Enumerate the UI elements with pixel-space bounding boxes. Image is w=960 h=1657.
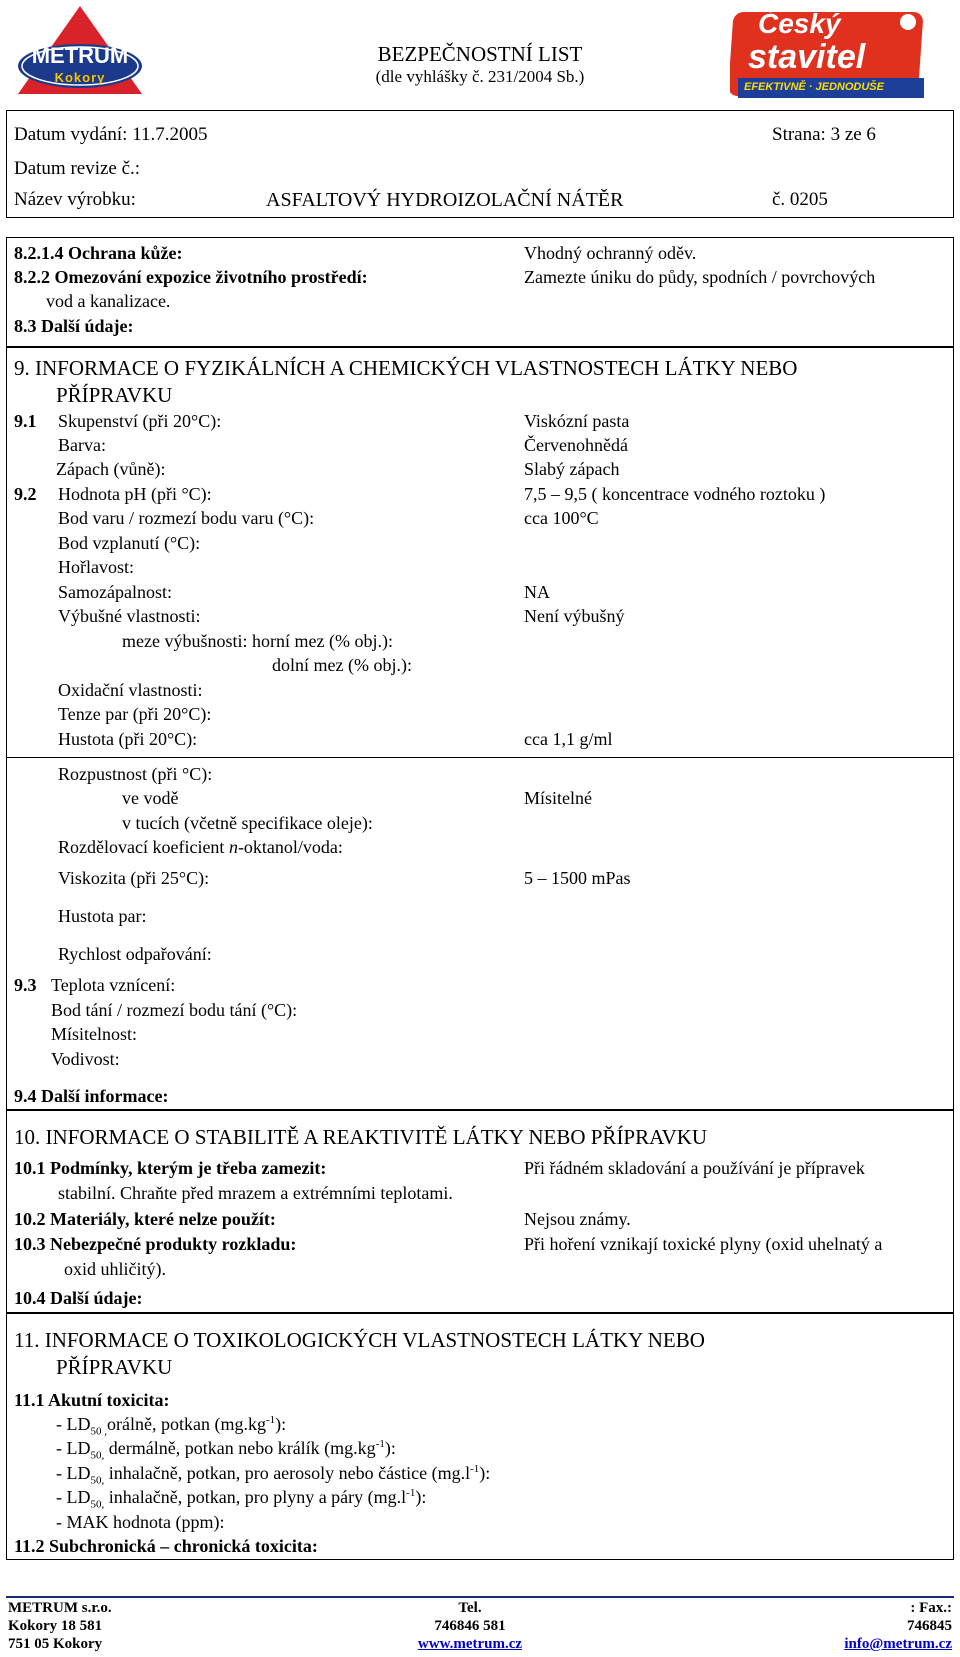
s8-env-label: 8.2.2 Omezování expozice životního prostředí: <box>14 267 368 287</box>
ld-text: inhalačně, potkan, pro aerosoly nebo částice (mg.l <box>104 1463 471 1483</box>
s11-chronic-label: 11.2 Subchronická – chronická toxicita: <box>14 1536 318 1556</box>
ld-sup: -1 <box>406 1487 416 1499</box>
ld-sub: 50 <box>90 1498 102 1511</box>
s9-vapdens-label: Hustota par: <box>58 906 147 926</box>
footer-street: Kokory 18 581 <box>8 1618 103 1634</box>
s9-state-label: Skupenství (při 20°C): <box>58 411 222 431</box>
ld-prefix: - LD <box>56 1414 91 1434</box>
s9-divider <box>6 757 954 758</box>
s8-env-cont: vod a kanalizace. <box>46 291 171 311</box>
s10-materials-label: 10.2 Materiály, které nelze použít: <box>14 1209 276 1229</box>
ld-sup: -1 <box>375 1438 385 1450</box>
ld-end: ): <box>415 1487 427 1507</box>
ld-sub: 50 <box>90 1449 102 1462</box>
s11-ld-inhal-aerosol <box>56 1463 490 1487</box>
s9-other-label: 9.4 Další informace: <box>14 1086 169 1106</box>
ld-sub: 50 <box>90 1425 102 1438</box>
ld-text: orálně, potkan (mg.kg <box>107 1414 266 1434</box>
revision-date: Datum revize č.: <box>14 158 141 179</box>
ld-sub-tail: , <box>101 1474 105 1487</box>
s9-misc-label: Mísitelnost: <box>51 1024 138 1044</box>
s9-color-value: Červenohnědá <box>524 435 628 455</box>
s10-conditions-cont: stabilní. Chraňte před mrazem a extrémními teplotami. <box>58 1183 453 1203</box>
s9-density-label: Hustota (při 20°C): <box>58 729 198 749</box>
footer-fax-label: : Fax.: <box>910 1600 952 1616</box>
s9-ph-value: 7,5 – 9,5 ( koncentrace vodného roztoku ) <box>524 484 826 504</box>
footer-web-link[interactable]: www.metrum.cz <box>417 1636 523 1652</box>
ld-sup: -1 <box>265 1414 276 1426</box>
s9-cond-label: Vodivost: <box>51 1049 120 1069</box>
s9-selfign-label: Samozápalnost: <box>58 582 172 602</box>
s9-fat-label: v tucích (včetně specifikace oleje): <box>122 813 373 833</box>
footer-tel-label: Tel. <box>458 1600 482 1616</box>
issue-date: Datum vydání: 11.7.2005 <box>14 124 208 145</box>
product-name: ASFALTOVÝ HYDROIZOLAČNÍ NÁTĚR <box>266 189 624 211</box>
metrum-logo-subtext: Kokory <box>54 70 106 85</box>
footer-email-link[interactable]: info@metrum.cz <box>844 1636 952 1652</box>
s10-conditions-value: Při řádném skladování a používání je přípravek <box>524 1158 865 1178</box>
logo-right-line2: stavitel <box>748 38 866 76</box>
s9-partition-a: Rozdělovací koeficient <box>58 837 229 857</box>
s9-explo-upper: meze výbušnosti: horní mez (% obj.): <box>122 631 393 651</box>
s9-flash-label: Bod vzplanutí (°C): <box>58 533 201 553</box>
s9-state-value: Viskózní pasta <box>524 411 630 431</box>
product-label: Název výrobku: <box>14 189 136 210</box>
s10-materials-value: Nejsou známy. <box>524 1209 631 1229</box>
s11-ld-oral <box>56 1414 286 1438</box>
metrum-logo <box>14 4 146 96</box>
footer-city: 751 05 Kokory <box>8 1636 103 1652</box>
s9-explo-label: Výbušné vlastnosti: <box>58 606 201 626</box>
s9-number-92: 9.2 <box>14 484 37 504</box>
s9-number-93: 9.3 <box>14 975 37 995</box>
s8-skin-label: 8.2.1.4 Ochrana kůže: <box>14 243 183 263</box>
ld-prefix: - LD <box>56 1463 91 1483</box>
s9-melt-label: Bod tání / rozmezí bodu tání (°C): <box>51 1000 298 1020</box>
s9-title: 9. INFORMACE O FYZIKÁLNÍCH A CHEMICKÝCH VLASTNOSTECH LÁTKY NEBO <box>14 356 798 380</box>
s8-env-value: Zamezte úniku do půdy, spodních / povrchových <box>524 267 876 287</box>
product-number: č. 0205 <box>772 189 828 210</box>
footer-rule <box>6 1596 954 1598</box>
document-title: BEZPEČNOSTNÍ LIST <box>377 42 583 66</box>
s9-explo-lower: dolní mez (% obj.): <box>272 655 412 675</box>
s9-partition-b: -oktanol/voda: <box>237 837 343 857</box>
s9-color-label: Barva: <box>58 435 106 455</box>
s11-acute-label: 11.1 Akutní toxicita: <box>14 1390 170 1410</box>
s9-vapor-label: Tenze par (při 20°C): <box>58 704 212 724</box>
s11-mak: - MAK hodnota (ppm): <box>56 1512 225 1532</box>
cesky-stavitel-logo <box>730 6 932 102</box>
ld-text: dermálně, potkan nebo králík (mg.kg <box>104 1438 376 1458</box>
s9-title-cont: PŘÍPRAVKU <box>56 383 173 407</box>
ld-end: ): <box>384 1438 396 1458</box>
s9-odor-value: Slabý zápach <box>524 459 620 479</box>
s9-ignit-label: Teplota vznícení: <box>51 975 176 995</box>
page-number: Strana: 3 ze 6 <box>772 124 876 145</box>
s9-density-value: cca 1,1 g/ml <box>524 729 613 749</box>
s11-ld-dermal <box>56 1438 396 1462</box>
s9-water-value: Mísitelné <box>524 788 592 808</box>
ld-text: inhalačně, potkan, pro plyny a páry (mg.l <box>104 1487 407 1507</box>
s9-solub-label: Rozpustnost (při °C): <box>58 764 213 784</box>
s10-conditions-label: 10.1 Podmínky, kterým je třeba zamezit: <box>14 1158 327 1178</box>
ld-sub-tail: , <box>101 1449 105 1462</box>
footer-company: METRUM s.r.o. <box>8 1600 112 1616</box>
s9-odor-label: Zápach (vůně): <box>56 459 166 479</box>
document-subtitle: (dle vyhlášky č. 231/2004 Sb.) <box>375 67 585 86</box>
s9-number-91: 9.1 <box>14 411 37 431</box>
s11-ld-inhal-gas <box>56 1487 426 1511</box>
s9-boil-value: cca 100°C <box>524 508 599 528</box>
s9-explo-value: Není výbušný <box>524 606 625 626</box>
logo-right-line1: Český <box>758 8 841 39</box>
s10-other-label: 10.4 Další údaje: <box>14 1288 143 1308</box>
s9-visc-value: 5 – 1500 mPas <box>524 868 631 888</box>
s8-skin-value: Vhodný ochranný oděv. <box>524 243 697 263</box>
ld-prefix: - LD <box>56 1487 91 1507</box>
s9-flamm-label: Hořlavost: <box>58 557 134 577</box>
logo-right-line3: EFEKTIVNĚ · JEDNODUŠE <box>744 81 884 93</box>
ld-end: ): <box>479 1463 491 1483</box>
s9-water-label: ve vodě <box>122 788 179 808</box>
ld-sub-tail: , <box>101 1498 105 1511</box>
s10-title: 10. INFORMACE O STABILITĚ A REAKTIVITĚ LÁTKY NEBO PŘÍPRAVKU <box>14 1125 708 1149</box>
s9-partition-n: n <box>228 837 238 857</box>
s9-ph-label: Hodnota pH (při °C): <box>58 484 212 504</box>
footer-tel: 746846 581 <box>434 1618 506 1634</box>
ld-sub: 50 <box>90 1474 102 1487</box>
s9-partition-label <box>58 837 343 858</box>
ld-prefix: - LD <box>56 1438 91 1458</box>
s9-visc-label: Viskozita (při 25°C): <box>58 868 210 888</box>
s10-decomp-cont: oxid uhličitý). <box>64 1259 166 1279</box>
s9-boil-label: Bod varu / rozmezí bodu varu (°C): <box>58 508 315 528</box>
footer-fax: 746845 <box>907 1618 952 1634</box>
s9-evap-label: Rychlost odpařování: <box>58 944 212 964</box>
s8-other-label: 8.3 Další údaje: <box>14 316 134 336</box>
s9-selfign-value: NA <box>524 582 550 602</box>
metrum-logo-text: METRUM <box>31 43 129 68</box>
s11-title-cont: PŘÍPRAVKU <box>56 1355 173 1379</box>
ld-sup: -1 <box>470 1463 480 1475</box>
s10-decomp-label: 10.3 Nebezpečné produkty rozkladu: <box>14 1234 297 1254</box>
s9-oxid-label: Oxidační vlastnosti: <box>58 680 203 700</box>
s10-decomp-value: Při hoření vznikají toxické plyny (oxid uhelnatý a <box>524 1234 883 1254</box>
ld-end: ): <box>275 1414 287 1434</box>
ld-sub-tail: , <box>101 1425 107 1438</box>
s11-title: 11. INFORMACE O TOXIKOLOGICKÝCH VLASTNOSTECH LÁTKY NEBO <box>14 1328 705 1352</box>
